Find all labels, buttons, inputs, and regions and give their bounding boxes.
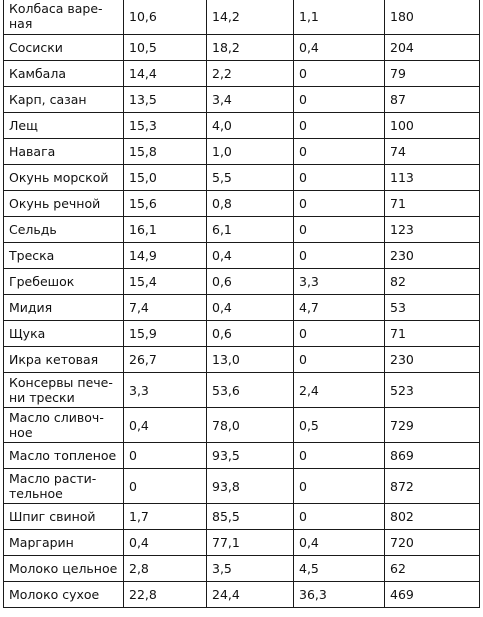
product-name-cell: Окунь речной: [4, 191, 124, 217]
carbs-cell: 0: [294, 504, 385, 530]
fat-cell: 5,5: [207, 165, 294, 191]
protein-cell: 3,3: [124, 373, 207, 408]
kcal-cell: 71: [385, 321, 480, 347]
product-name-cell: Молоко сухое: [4, 582, 124, 608]
protein-cell: 15,9: [124, 321, 207, 347]
kcal-cell: 87: [385, 87, 480, 113]
table-row: [4, 469, 480, 504]
protein-cell: 15,0: [124, 165, 207, 191]
table-row: [4, 443, 480, 469]
fat-cell: 4,0: [207, 113, 294, 139]
product-name-cell: Камбала: [4, 61, 124, 87]
protein-cell: 14,4: [124, 61, 207, 87]
protein-cell: 15,3: [124, 113, 207, 139]
table-row: [4, 113, 480, 139]
protein-cell: 1,7: [124, 504, 207, 530]
carbs-cell: 0: [294, 347, 385, 373]
kcal-cell: 230: [385, 347, 480, 373]
table-row: [4, 347, 480, 373]
product-name-cell: Мидия: [4, 295, 124, 321]
table-row: [4, 243, 480, 269]
fat-cell: 53,6: [207, 373, 294, 408]
table-row: [4, 408, 480, 443]
protein-cell: 10,6: [124, 0, 207, 35]
protein-cell: 15,4: [124, 269, 207, 295]
product-name-cell: Сосиски: [4, 35, 124, 61]
kcal-cell: 204: [385, 35, 480, 61]
product-name-cell: Колбаса варе- ная: [4, 0, 124, 35]
product-name-cell: Маргарин: [4, 530, 124, 556]
product-name-cell: Сельдь: [4, 217, 124, 243]
table-row: [4, 139, 480, 165]
protein-cell: 14,9: [124, 243, 207, 269]
carbs-cell: 0: [294, 217, 385, 243]
product-name-cell: Окунь морской: [4, 165, 124, 191]
protein-cell: 0: [124, 443, 207, 469]
table-row: [4, 504, 480, 530]
carbs-cell: 0: [294, 243, 385, 269]
kcal-cell: 469: [385, 582, 480, 608]
carbs-cell: 0: [294, 165, 385, 191]
fat-cell: 77,1: [207, 530, 294, 556]
table-row: [4, 191, 480, 217]
table-row: [4, 556, 480, 582]
product-name-cell: Масло топленое: [4, 443, 124, 469]
product-name-cell: Молоко цельное: [4, 556, 124, 582]
protein-cell: 26,7: [124, 347, 207, 373]
protein-cell: 7,4: [124, 295, 207, 321]
carbs-cell: 0: [294, 113, 385, 139]
carbs-cell: 0: [294, 469, 385, 504]
fat-cell: 24,4: [207, 582, 294, 608]
table-row: [4, 0, 480, 35]
fat-cell: 0,6: [207, 321, 294, 347]
fat-cell: 1,0: [207, 139, 294, 165]
protein-cell: 10,5: [124, 35, 207, 61]
carbs-cell: 0,5: [294, 408, 385, 443]
kcal-cell: 802: [385, 504, 480, 530]
table-body: [4, 0, 480, 608]
kcal-cell: 869: [385, 443, 480, 469]
protein-cell: 2,8: [124, 556, 207, 582]
product-name-cell: Навага: [4, 139, 124, 165]
protein-cell: 0,4: [124, 530, 207, 556]
fat-cell: 3,4: [207, 87, 294, 113]
kcal-cell: 82: [385, 269, 480, 295]
carbs-cell: 2,4: [294, 373, 385, 408]
kcal-cell: 230: [385, 243, 480, 269]
table-row: [4, 165, 480, 191]
kcal-cell: 180: [385, 0, 480, 35]
kcal-cell: 71: [385, 191, 480, 217]
product-name-cell: Икра кетовая: [4, 347, 124, 373]
protein-cell: 0: [124, 469, 207, 504]
table-row: [4, 269, 480, 295]
table-row: [4, 530, 480, 556]
table-row: [4, 61, 480, 87]
fat-cell: 0,4: [207, 243, 294, 269]
protein-cell: 22,8: [124, 582, 207, 608]
fat-cell: 18,2: [207, 35, 294, 61]
protein-cell: 15,8: [124, 139, 207, 165]
kcal-cell: 53: [385, 295, 480, 321]
kcal-cell: 729: [385, 408, 480, 443]
carbs-cell: 0,4: [294, 35, 385, 61]
kcal-cell: 79: [385, 61, 480, 87]
fat-cell: 14,2: [207, 0, 294, 35]
product-name-cell: Лещ: [4, 113, 124, 139]
fat-cell: 0,4: [207, 295, 294, 321]
product-name-cell: Гребешок: [4, 269, 124, 295]
fat-cell: 85,5: [207, 504, 294, 530]
kcal-cell: 74: [385, 139, 480, 165]
product-name-cell: Масло расти- тельное: [4, 469, 124, 504]
nutrition-table: [3, 0, 480, 608]
carbs-cell: 36,3: [294, 582, 385, 608]
kcal-cell: 62: [385, 556, 480, 582]
fat-cell: 93,5: [207, 443, 294, 469]
table-row: [4, 321, 480, 347]
fat-cell: 13,0: [207, 347, 294, 373]
carbs-cell: 0,4: [294, 530, 385, 556]
product-name-cell: Щука: [4, 321, 124, 347]
table-row: [4, 373, 480, 408]
kcal-cell: 523: [385, 373, 480, 408]
table-row: [4, 35, 480, 61]
carbs-cell: 0: [294, 87, 385, 113]
fat-cell: 3,5: [207, 556, 294, 582]
protein-cell: 13,5: [124, 87, 207, 113]
carbs-cell: 0: [294, 443, 385, 469]
protein-cell: 15,6: [124, 191, 207, 217]
kcal-cell: 872: [385, 469, 480, 504]
carbs-cell: 0: [294, 191, 385, 217]
table-row: [4, 295, 480, 321]
carbs-cell: 4,7: [294, 295, 385, 321]
kcal-cell: 720: [385, 530, 480, 556]
table-row: [4, 582, 480, 608]
product-name-cell: Шпиг свиной: [4, 504, 124, 530]
protein-cell: 16,1: [124, 217, 207, 243]
carbs-cell: 0: [294, 61, 385, 87]
fat-cell: 78,0: [207, 408, 294, 443]
product-name-cell: Треска: [4, 243, 124, 269]
carbs-cell: 3,3: [294, 269, 385, 295]
table-row: [4, 217, 480, 243]
kcal-cell: 100: [385, 113, 480, 139]
carbs-cell: 1,1: [294, 0, 385, 35]
fat-cell: 93,8: [207, 469, 294, 504]
fat-cell: 0,6: [207, 269, 294, 295]
kcal-cell: 123: [385, 217, 480, 243]
protein-cell: 0,4: [124, 408, 207, 443]
fat-cell: 0,8: [207, 191, 294, 217]
fat-cell: 6,1: [207, 217, 294, 243]
carbs-cell: 0: [294, 321, 385, 347]
product-name-cell: Консервы пече- ни трески: [4, 373, 124, 408]
product-name-cell: Масло сливоч- ное: [4, 408, 124, 443]
carbs-cell: 4,5: [294, 556, 385, 582]
product-name-cell: Карп, сазан: [4, 87, 124, 113]
kcal-cell: 113: [385, 165, 480, 191]
fat-cell: 2,2: [207, 61, 294, 87]
carbs-cell: 0: [294, 139, 385, 165]
table-row: [4, 87, 480, 113]
